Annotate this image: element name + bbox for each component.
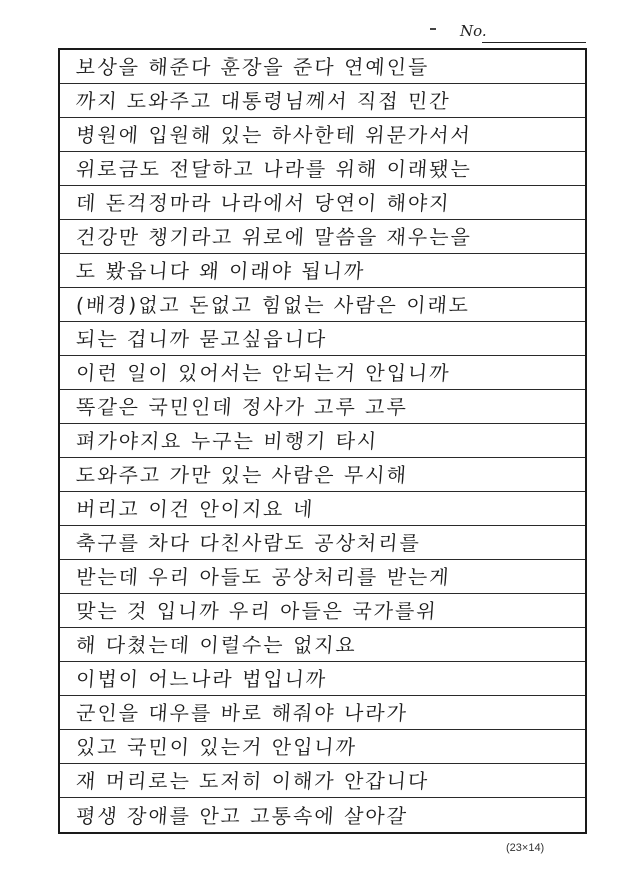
ruled-line: [60, 526, 585, 560]
ruled-line: [60, 186, 585, 220]
ruled-line: [60, 730, 585, 764]
handwritten-line: 맞는 것 입니까 우리 아들은 국가를위: [75, 599, 439, 623]
handwritten-line: 이법이 어느나라 법입니까: [75, 667, 329, 691]
ruled-line: [60, 118, 585, 152]
handwritten-line: 되는 겁니까 묻고싶읍니다: [75, 327, 329, 351]
ruled-line: [60, 594, 585, 628]
handwritten-line: 군인을 대우를 바로 해줘야 나라가: [75, 701, 409, 725]
handwritten-line: 해 다쳤는데 이럴수는 없지요: [75, 633, 358, 657]
handwritten-line: 도 봤읍니다 왜 이래야 됩니까: [75, 259, 367, 283]
ruled-line: [60, 322, 585, 356]
handwritten-line: 병원에 입원해 있는 하사한테 위문가서서: [75, 123, 473, 147]
ruled-line: [60, 152, 585, 186]
corner-mark: [430, 28, 436, 30]
ruled-line: [60, 764, 585, 798]
ruled-line: [60, 390, 585, 424]
ruled-line: [60, 50, 585, 84]
handwritten-line: 있고 국민이 있는거 안입니까: [75, 735, 358, 759]
handwritten-line: 도와주고 가만 있는 사람은 무시해: [75, 463, 409, 487]
ruled-line: [60, 84, 585, 118]
handwritten-line: (배경)없고 돈없고 힘없는 사람은 이래도: [75, 293, 471, 317]
handwritten-line: 이런 일이 있어서는 안되는거 안입니까: [75, 361, 452, 385]
ruled-line: [60, 288, 585, 322]
ruled-line: [60, 798, 585, 832]
writing-frame: [58, 48, 587, 834]
ruled-line: [60, 458, 585, 492]
ruled-line: [60, 254, 585, 288]
handwritten-line: 평생 장애를 안고 고통속에 살아갈: [75, 804, 409, 828]
handwritten-line: 데 돈걱정마라 나라에서 당연이 해야지: [75, 191, 452, 215]
grid-size-label: (23×14): [506, 842, 545, 854]
handwritten-line: 받는데 우리 아들도 공상처리를 받는게: [75, 565, 452, 589]
handwritten-line: 버리고 이건 안이지요 네: [75, 497, 316, 521]
handwritten-line: 건강만 챙기라고 위로에 말씀을 재우는을: [75, 225, 473, 249]
page-number-line: [482, 42, 586, 43]
handwritten-line: 보상을 해준다 훈장을 준다 연예인들: [75, 55, 431, 79]
ruled-line: [60, 424, 585, 458]
handwritten-line: 축구를 차다 다친사람도 공상처리를: [75, 531, 422, 555]
handwritten-line: 똑같은 국민인데 정사가 고루 고루: [75, 395, 409, 419]
ruled-line: [60, 356, 585, 390]
handwritten-line: 까지 도와주고 대통령님께서 직접 민간: [75, 89, 452, 113]
page-number-label: No.: [460, 22, 487, 40]
ruled-line: [60, 492, 585, 526]
handwritten-line: 위로금도 전달하고 나라를 위해 이래됐는: [75, 157, 473, 181]
handwritten-line: 펴가야지요 누구는 비행기 타시: [75, 429, 380, 453]
ruled-line: [60, 220, 585, 254]
handwritten-line: 재 머리로는 도저히 이해가 안갑니다: [75, 769, 431, 793]
ruled-line: [60, 662, 585, 696]
ruled-line: [60, 560, 585, 594]
ruled-line: [60, 696, 585, 730]
ruled-line: [60, 628, 585, 662]
